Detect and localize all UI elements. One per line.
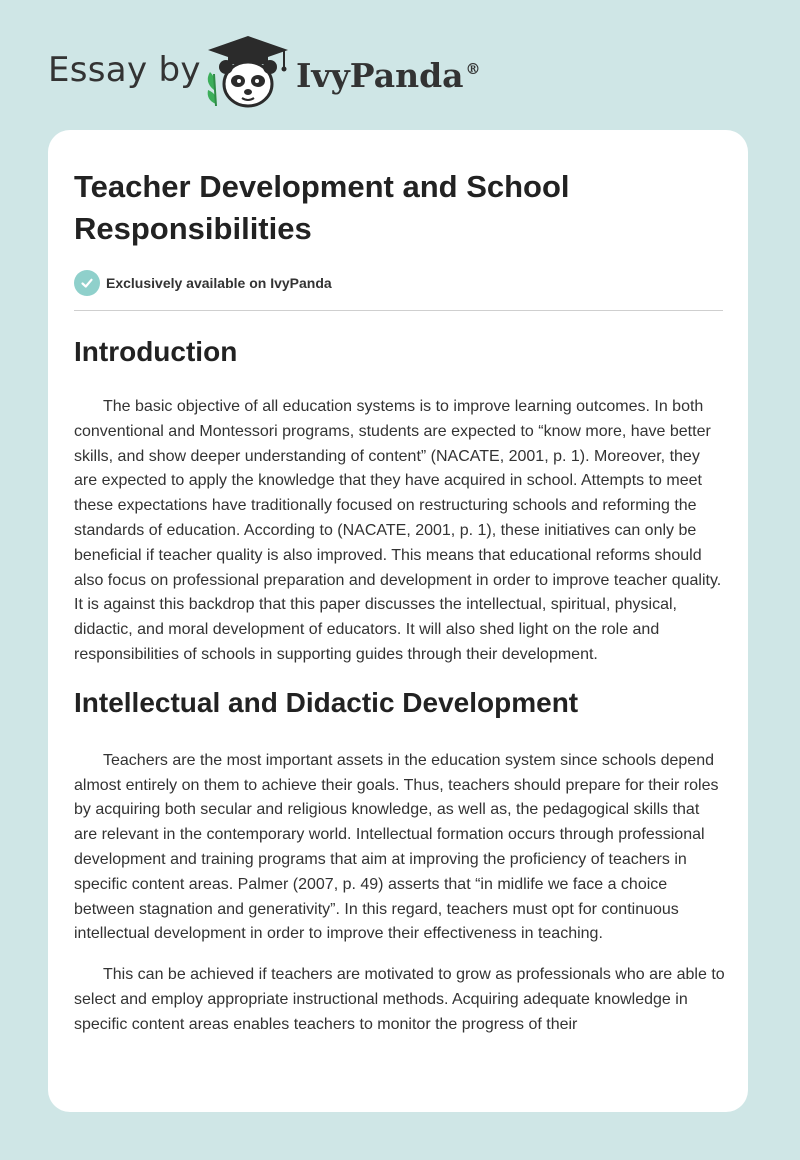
check-circle-icon	[74, 270, 100, 296]
section-heading-introduction: Introduction	[74, 336, 238, 367]
paragraph: The basic objective of all education systems is to improve learning outcomes. In both conventional and Montessori programs, students are expected to “know more, have better skills, and show deeper understanding of content” (NACATE, 2001, p. 1). Moreover, they are expected to apply the knowledge that they have acquired in school. Attempts to meet these expectations have traditionally focused on restructuring schools and reforming the standards of education. According to (NACATE, 2001, p. 1), these initiatives can only be beneficial if teacher quality is also improved. This means that educational reforms should also focus on professional preparation and development in order to improve teacher quality. It is against this backdrop that this paper discusses the intellectual, spiritual, physical, didactic, and moral development of educators. It will also shed light on the role and responsibilities of schools in supporting guides through their development.	[74, 398, 722, 663]
paragraph: This can be achieved if teachers are motivated to grow as professionals who are able to select and employ appropriate instructional methods. Acquiring adequate knowledge in specific content areas enables teachers to monitor the progress of their	[74, 966, 725, 1033]
brand-text: IvyPanda	[296, 56, 464, 95]
exclusive-badge-text: Exclusively available on IvyPanda	[106, 275, 332, 291]
paragraph: Teachers are the most important assets in the education system since schools depend almost entirely on them to achieve their goals. Thus, teachers should prepare for their roles by acquiring both secular and religious knowledge, as well as, the pedagogical skills that are relevant in the contemporary world. Intellectual formation occurs through professional development and training programs that aim at improving the proficiency of teachers in specific content areas. Palmer (2007, p. 49) asserts that “in midlife we face a choice between stagnation and generativity”. In this regard, teachers must opt for continuous intellectual development in order to improve their effectiveness in teaching.	[74, 751, 719, 943]
essay-by-label: Essay by	[48, 50, 201, 90]
section-heading-intellectual-didactic: Intellectual and Didactic Development	[74, 686, 579, 718]
essay-card	[48, 130, 748, 1112]
brand-name[interactable]	[296, 56, 481, 95]
site-header	[0, 0, 800, 130]
exclusive-badge	[74, 270, 722, 296]
panda-graduate-logo-icon[interactable]	[200, 34, 296, 110]
divider	[74, 310, 723, 311]
trademark-symbol: ®	[465, 60, 481, 78]
page-title: Teacher Development and School Responsibilities	[74, 169, 570, 246]
